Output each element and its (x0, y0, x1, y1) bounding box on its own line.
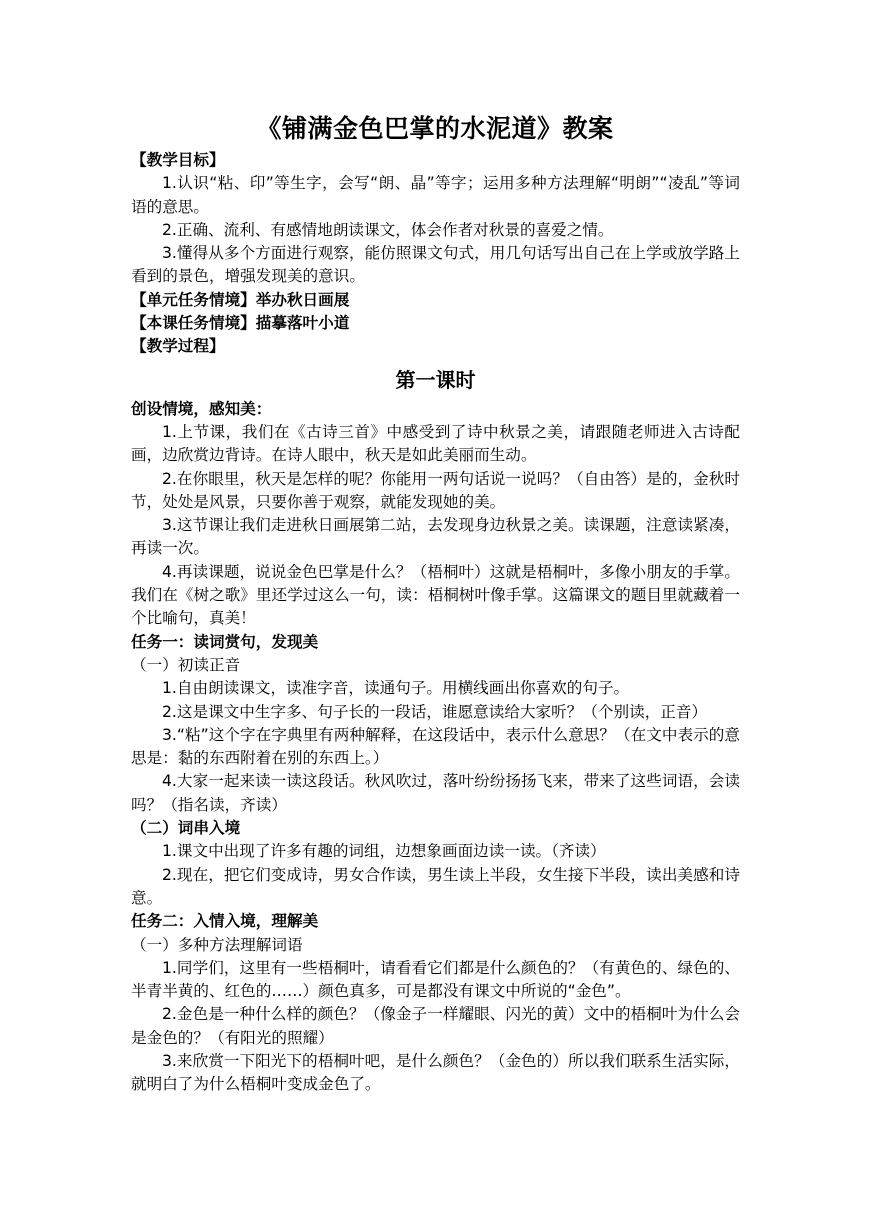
lesson-task-heading: 【本课任务情境】描摹落叶小道 (131, 314, 350, 333)
section-heading: 创设情境，感知美： (131, 399, 272, 418)
paragraph: 1.上节课，我们在《古诗三首》中感受到了诗中秋景之美，请跟随老师进入古诗配画，边欣赏边背诗。在诗人眼中，秋天是如此美丽而生动。 (131, 422, 740, 465)
paragraph: 1.同学们，这里有一些梧桐叶，请看看它们都是什么颜色的？（有黄色的、绿色的、半青半黄的、红色的……）颜色真多，可是都没有课文中所说的“金色”。 (131, 958, 740, 1001)
paragraph: 1.自由朗读课文，读准字音，读通句子。用横线画出你喜欢的句子。 (162, 679, 630, 698)
lesson-title: 第一课时 (395, 367, 476, 392)
goal-item: 2.正确、流利、有感情地朗读课文，体会作者对秋景的喜爱之情。 (162, 220, 614, 239)
unit-task-heading: 【单元任务情境】举办秋日画展 (131, 290, 350, 309)
paragraph: 3.来欣赏一下阳光下的梧桐叶吧，是什么颜色？（金色的）所以我们联系生活实际，就明白了为什么梧桐叶变成金色了。 (131, 1051, 740, 1094)
paragraph: 2.金色是一种什么样的颜色？（像金子一样耀眼、闪光的黄）文中的梧桐叶为什么会是金色的？（有阳光的照耀） (131, 1005, 740, 1047)
goal-item: 3.懂得从多个方面进行观察，能仿照课文句式，用几句话写出自己在上学或放学路上看到的景色，增强发现美的意识。 (131, 244, 740, 286)
goal-item: 1.认识“粘、印”等生字，会写“朗、晶”等字；运用多种方法理解“明朗”“凌乱”等词语的意思。 (131, 174, 740, 216)
paragraph: 4.再读课题，说说金色巴掌是什么？（梧桐叶）这就是梧桐叶，多像小朋友的手掌。我们在《树之歌》里还学过这么一句，读：梧桐树叶像手掌。这篇课文的题目里就藏着一个比喻句，真美！ (131, 562, 740, 628)
task-heading: 任务二：入情入境，理解美 (131, 912, 319, 931)
paragraph: 3.“粘”这个字在字典里有两种解释，在这段话中，表示什么意思？（在文中表示的意思是：黏的东西附着在别的东西上。） (131, 725, 740, 768)
document-title: 《铺满金色巴掌的水泥道》教案 (256, 114, 614, 143)
paragraph: 2.现在，把它们变成诗，男女合作读，男生读上半段，女生接下半段，读出美感和诗意。 (131, 865, 740, 907)
paragraph: 2.在你眼里，秋天是怎样的呢？你能用一两句话说一说吗？（自由答）是的，金秋时节，处处是风景，只要你善于观察，就能发现她的美。 (131, 469, 740, 511)
document-body (131, 149, 740, 1097)
goals-heading: 【教学目标】 (131, 151, 225, 169)
paragraph: 4.大家一起来读一读这段话。秋风吹过，落叶纷纷扬扬飞来，带来了这些词语，会读吗？（指名读，齐读） (131, 772, 740, 814)
paragraph: 1.课文中出现了许多有趣的词组，边想象画面边读一读。（齐读） (162, 842, 606, 861)
subsection-heading: （一）多种方法理解词语 (131, 935, 303, 954)
paragraph: 2.这是课文中生字多、句子长的一段话，谁愿意读给大家听？（个别读，正音） (162, 702, 708, 721)
task-heading: 任务一：读词赏句，发现美 (131, 632, 319, 651)
process-heading: 【教学过程】 (131, 337, 225, 356)
paragraph: 3.这节课让我们走进秋日画展第二站，去发现身边秋景之美。读课题，注意读紧凑，再读一次。 (131, 516, 740, 558)
subsection-heading: （一）初读正音 (131, 655, 241, 674)
subsection-heading: （二）词串入境 (131, 819, 241, 838)
